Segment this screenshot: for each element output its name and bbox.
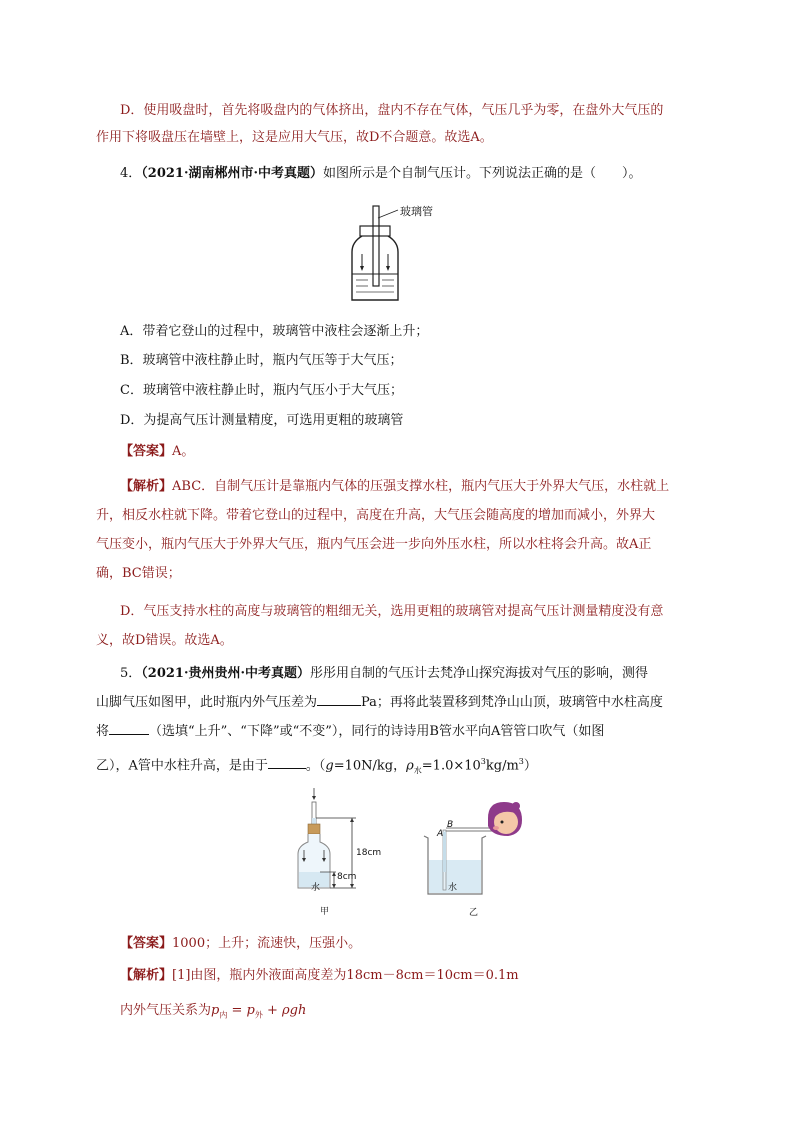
analysis-text: [1]由图，瓶内外液面高度差为18cm－8cm＝10cm＝0.1m: [172, 968, 519, 983]
q5-number: 5．: [120, 666, 142, 681]
q4-option-a: A．带着它登山的过程中，玻璃管中液柱会逐渐上升；: [120, 324, 429, 339]
caption-jia: 甲: [320, 907, 330, 917]
q3-option-d-line2: 作用下将吸盘压在墙壁上，这是应用大气压，故D不合题意。故选A。: [96, 130, 493, 145]
q4-analysis-line5: D．气压支持水柱的高度与玻璃管的粗细无关，选用更粗的玻璃管对提高气压计测量精度没有意: [120, 604, 664, 619]
q4-source: （2021·湖南郴州市·中考真题）: [141, 166, 324, 181]
g-value: =10N/kg，: [333, 758, 407, 774]
q5-stem: （选填“上升”、“下降”或“不变”），同行的诗诗用B管水平向A管管口吹气（如图: [149, 724, 605, 739]
q4-analysis-line1: [120, 477, 669, 497]
answer-tag: 【答案】: [120, 444, 173, 459]
tube-b-label: B: [447, 820, 454, 830]
q4-analysis-line3: 气压变小，瓶内气压大于外界大气压，瓶内气压会进一步向外压水柱，所以水柱将会升高。故A正: [96, 537, 652, 552]
q5-line3: [96, 722, 604, 742]
equals: =: [227, 1003, 247, 1018]
q4-answer: [120, 442, 194, 462]
rho-g-h-term: + ρgh: [262, 1003, 307, 1018]
answer-blank-3[interactable]: [268, 756, 306, 769]
answer-text: A。: [172, 444, 195, 459]
rho-exponent: 3: [480, 757, 486, 766]
p-subscript-outer: 外: [254, 1010, 263, 1020]
rho-subscript: 水: [413, 765, 422, 775]
water-label-jia: 水: [311, 883, 321, 893]
p-symbol: p: [211, 1003, 220, 1018]
tube-a-label: A: [437, 829, 444, 839]
rho-value: =1.0×10: [421, 758, 481, 774]
figure-yi: [416, 800, 526, 900]
caption-yi: 乙: [469, 908, 479, 918]
q4-option-d: D．为提高气压计测量精度，可选用更粗的玻璃管: [120, 413, 404, 428]
q5-line2: [96, 693, 663, 713]
answer-text: 1000；上升；流速快，压强小。: [172, 936, 362, 951]
q3-option-d-line1: D．使用吸盘时，首先将吸盘内的气体挤出，盘内不存在气体，气压几乎为零，在盘外大气压的: [120, 103, 664, 118]
q5-stem: 。（: [305, 758, 326, 774]
height-label-18cm: 18cm: [356, 848, 382, 858]
q5-stem: 乙），A管中水柱升高，是由于: [96, 758, 268, 774]
q4-stem: 如图所示是个自制气压计。下列说法正确的是（ ）。: [323, 166, 642, 181]
p-symbol: p: [246, 1003, 255, 1018]
water-label-yi: 水: [448, 883, 458, 893]
q4-header: [120, 164, 642, 184]
analysis-tag: 【解析】: [120, 479, 173, 494]
analysis-text: ABC．自制气压计是靠瓶内气体的压强支撑水柱，瓶内气压大于外界大气压，水柱就上: [172, 479, 670, 494]
q5-stem: 彤彤用自制的气压计去梵净山探究海拔对气压的影响，测得: [310, 666, 649, 681]
q5-line1: [120, 664, 648, 684]
g-symbol: g: [325, 758, 334, 774]
relation-label: 内外气压关系为: [120, 1003, 212, 1018]
q4-number: 4．: [120, 166, 142, 181]
height-label-8cm: 8cm: [337, 872, 357, 882]
rho-unit: kg/m: [485, 758, 519, 774]
q5-answer: [120, 934, 361, 954]
q4-analysis-line4: 确，BC错误；: [96, 566, 181, 581]
q5-stem: 将: [96, 724, 110, 739]
answer-blank-1[interactable]: [317, 693, 361, 706]
answer-blank-2[interactable]: [109, 722, 149, 735]
q4-option-b: B．玻璃管中液柱静止时，瓶内气压等于大气压；: [120, 353, 403, 368]
p-subscript-inner: 内: [219, 1010, 228, 1020]
analysis-tag: 【解析】: [120, 968, 173, 983]
q5-stem: 山脚气压如图甲，此时瓶内外气压差为: [96, 695, 318, 710]
q4-analysis-line6: 义，故D错误。故选A。: [96, 633, 233, 648]
close-paren: ）: [523, 758, 537, 774]
q5-relation: [120, 1001, 306, 1026]
rho-unit-exponent: 3: [518, 757, 524, 766]
answer-tag: 【答案】: [120, 936, 173, 951]
q4-analysis-line2: 升，相反水柱就下降。带着它登山的过程中，高度在升高，大气压会随高度的增加而减小，外界大: [96, 508, 656, 523]
q5-analysis-line1: [120, 966, 519, 986]
figure-jia: [290, 784, 390, 904]
q5-line4: [96, 752, 537, 781]
rho-symbol: ρ: [406, 758, 414, 774]
glass-tube-label: 玻璃管: [400, 205, 433, 218]
q4-option-c: C．玻璃管中液柱静止时，瓶内气压小于大气压；: [120, 383, 403, 398]
q5-source: （2021·贵州贵州·中考真题）: [141, 666, 311, 681]
q5-stem: Pa；再将此装置移到梵净山山顶，玻璃管中水柱高度: [361, 695, 663, 710]
